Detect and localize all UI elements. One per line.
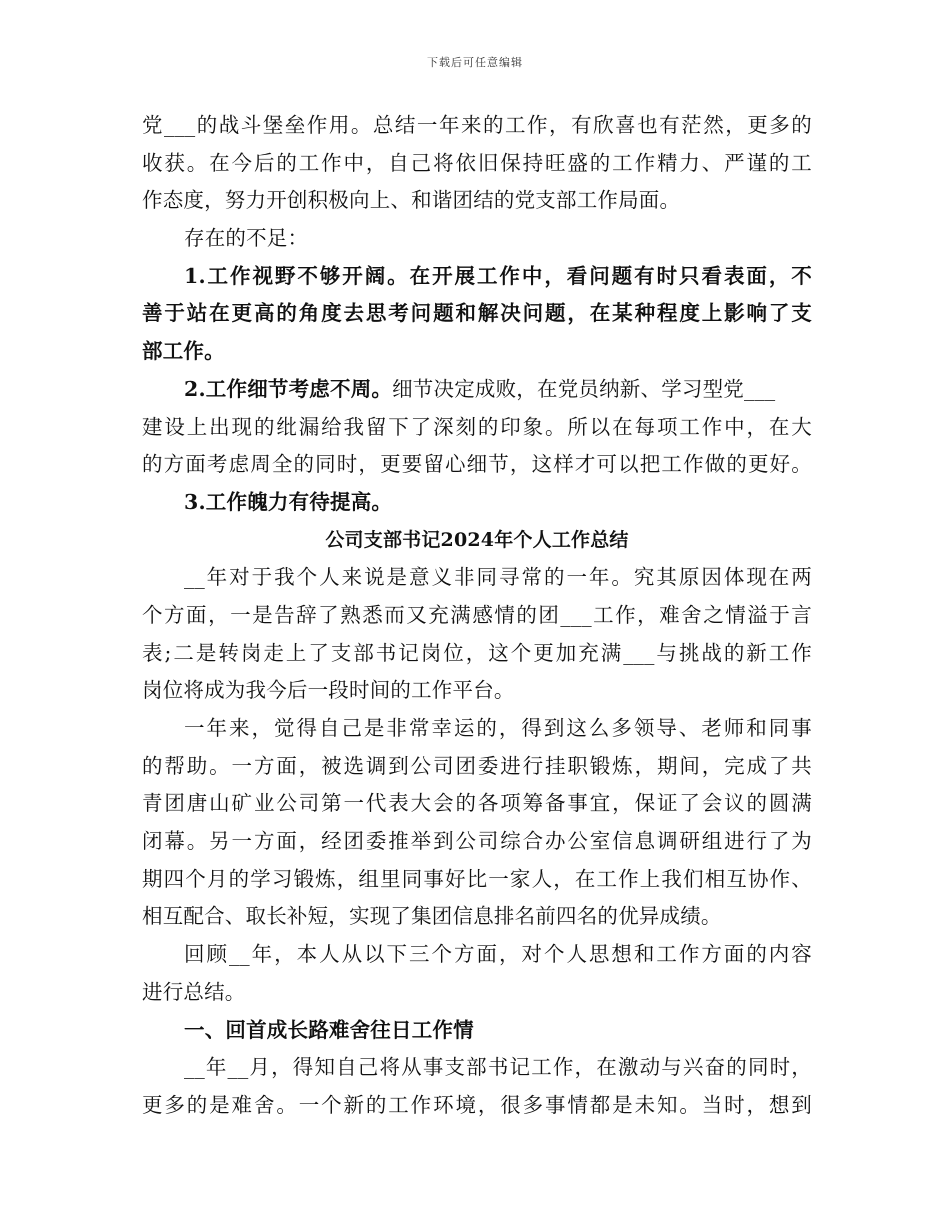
list-item-heading: 2.工作细节考虑不周。 (184, 376, 393, 401)
list-item-text: 善于站在更高的角度去思考问题和解决问题，在某种程度上影响了支 (142, 301, 812, 326)
page-header-note: 下载后可任意编辑 (427, 56, 523, 69)
paragraph-line: 闭幕。另一方面，经团委推举到公司综合办公室信息调研组进行了为 (142, 829, 812, 854)
paragraph-line: 表;二是转岗走上了支部书记岗位，这个更加充满___与挑战的新工作 (142, 640, 812, 665)
list-item-text: 部工作。 (142, 339, 225, 364)
paragraph-line: 更多的是难舍。一个新的工作环境，很多事情都是未知。当时，想到 (142, 1092, 812, 1117)
paragraph-line: 回顾__年，本人从以下三个方面，对个人思想和工作方面的内容 (184, 942, 812, 967)
paragraph-line: 的方面考虑周全的同时，更要留心细节，这样才可以把工作做的更好。 (142, 452, 812, 477)
list-item-text: 细节决定成败，在党员纳新、学习型党___ (392, 376, 776, 401)
section-label: 存在的不足： (184, 226, 309, 251)
paragraph-line: 岗位将成为我今后一段时间的工作平台。 (142, 678, 515, 703)
list-item-2 (142, 371, 812, 409)
document-body (142, 107, 812, 1125)
paragraph-line: 一年来，觉得自己是非常幸运的，得到这么多领导、老师和同事 (184, 716, 812, 740)
paragraph-line: 的帮助。一方面，被选调到公司团委进行挂职锻炼，期间，完成了共 (142, 753, 812, 778)
paragraph-line: 进行总结。 (142, 979, 246, 1004)
paragraph-line: 个方面，一是告辞了熟悉而又充满感情的团___工作，难舍之情溢于言 (142, 602, 812, 627)
section-heading: 一、回首成长路难舍往日工作情 (184, 1017, 474, 1042)
paragraph-line: __年对于我个人来说是意义非同寻常的一年。究其原因体现在两 (184, 565, 812, 590)
paragraph-line: 党___的战斗堡垒作用。总结一年来的工作，有欣喜也有茫然，更多的 (142, 113, 812, 137)
paragraph-line: __年__月，得知自己将从事支部书记工作，在激动与兴奋的同时， (184, 1055, 812, 1080)
paragraph-line: 青团唐山矿业公司第一代表大会的各项筹备事宜，保证了会议的圆满 (142, 791, 812, 816)
list-item-heading: 1.工作视野不够开阔。在开展工作中，看问题有时只看表面，不 (184, 263, 812, 288)
paragraph-line: 作态度，努力开创积极向上、和谐团结的党支部工作局面。 (142, 188, 681, 213)
paragraph-line: 相互配合、取长补短，实现了集团信息排名前四名的优异成绩。 (142, 904, 722, 929)
document-title: 公司支部书记2024年个人工作总结 (325, 528, 629, 551)
paragraph-line: 收获。在今后的工作中，自己将依旧保持旺盛的工作精力、严谨的工 (142, 150, 812, 175)
paragraph-line: 建设上出现的纰漏给我留下了深刻的印象。所以在每项工作中，在大 (142, 414, 812, 439)
list-item-heading: 3.工作魄力有待提高。 (184, 489, 393, 514)
paragraph-line: 期四个月的学习锻炼，组里同事好比一家人，在工作上我们相互协作、 (142, 866, 812, 891)
